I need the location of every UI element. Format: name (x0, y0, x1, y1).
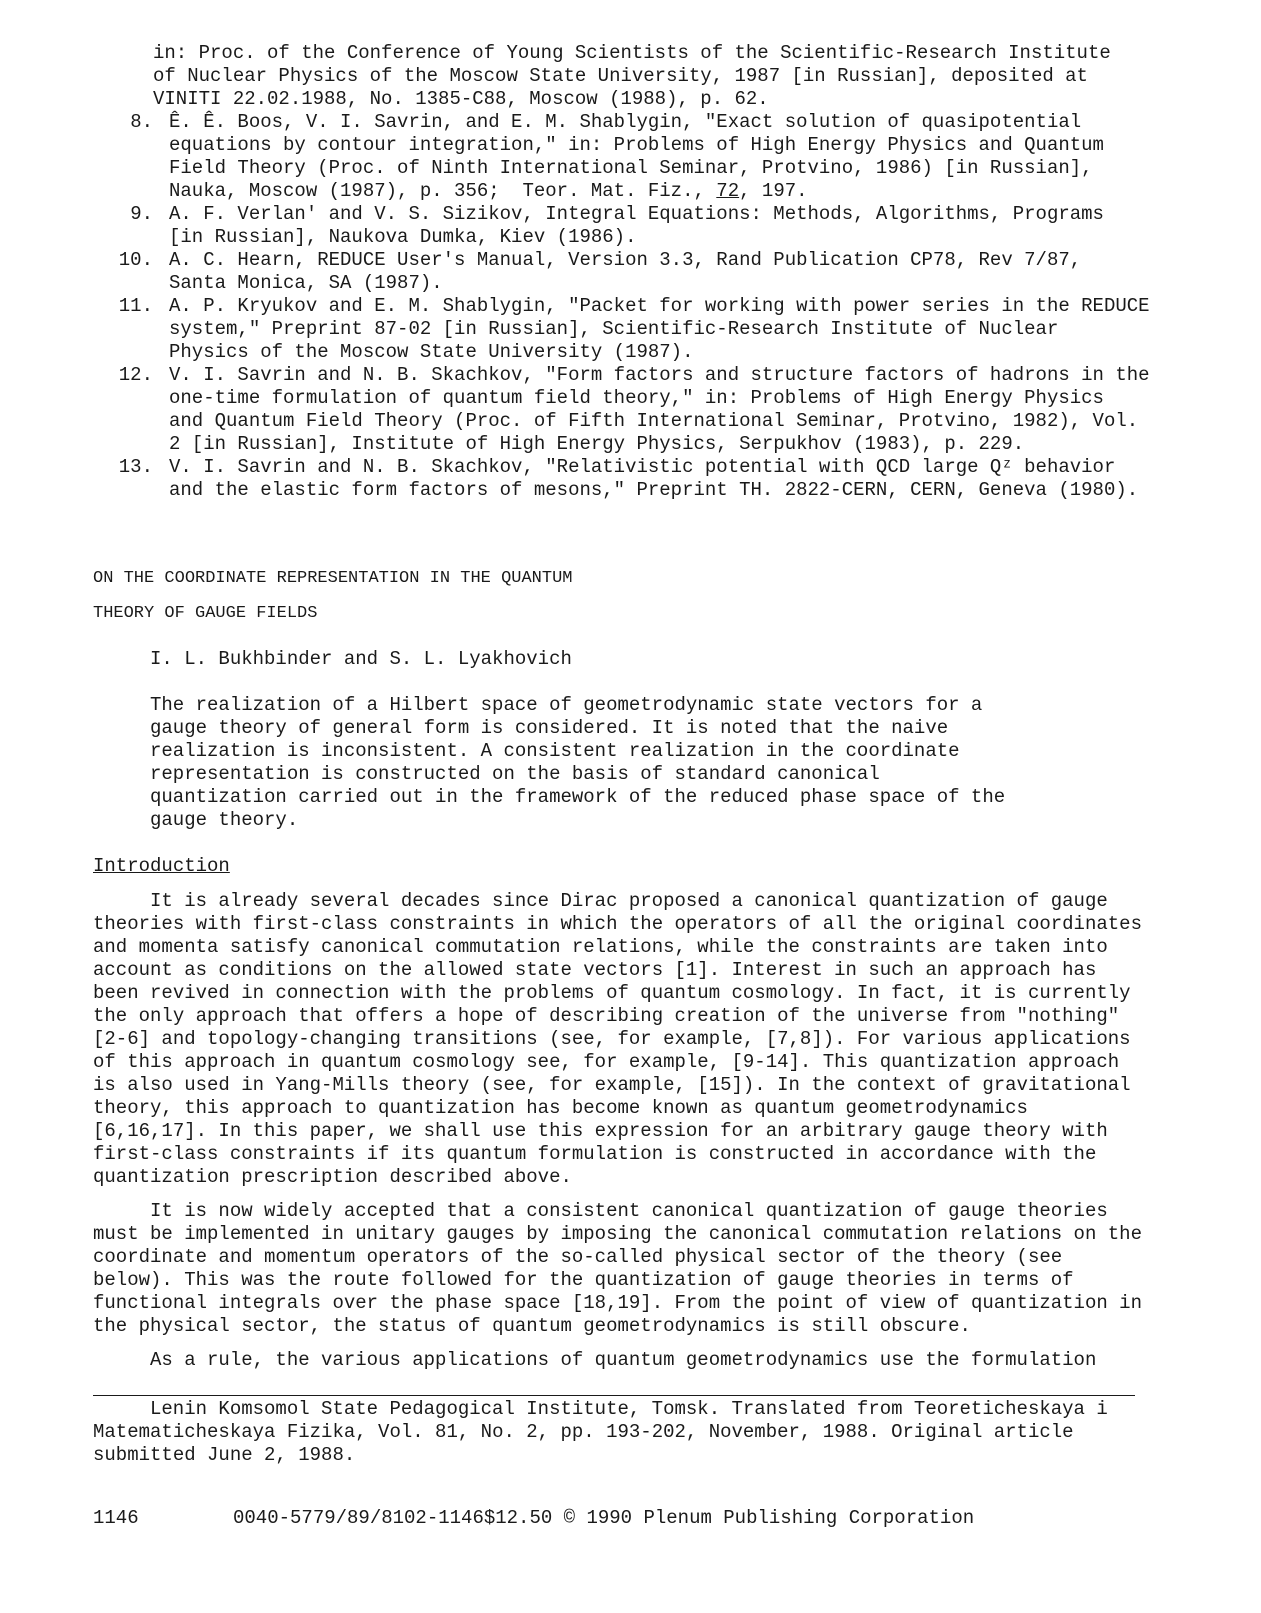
footnote (93, 1398, 1153, 1467)
reference-line: Ê. Ê. Boos, V. I. Savrin, and E. M. Shablygin, "Exact solution of quasipotential (169, 111, 1082, 133)
reference-number: 13. (118, 456, 153, 478)
reference-number: 10. (118, 249, 153, 271)
reference-line: one-time formulation of quantum field theory," in: Problems of High Energy Physics (169, 387, 1104, 409)
volume-number: 72 (716, 180, 740, 202)
article-title-line-2: THEORY OF GAUGE FIELDS (93, 604, 318, 623)
reference-item (93, 456, 1183, 502)
body-paragraph: It is now widely accepted that a consistent canonical quantization of gauge theories must be implemented in unitary gauges by imposing the canonical commutation relations on the coordinate and momentum operators of the so-called physical sector of the theory (see below). This was the route followed for the quantization of gauge theories in terms of functional integrals over the phase space [18,19]. From the point of view of quantization in the physical sector, the status of quantum geometrodynamics is still obscure. (93, 1200, 1142, 1337)
footnote-text: Lenin Komsomol State Pedagogical Institute, Tomsk. Translated from Teoreticheskaya i Matematicheskaya Fizika, Vol. 81, No. 2, pp. 193-202, November, 1988. Original article submitted June 2, 1988. (93, 1398, 1108, 1466)
reference-body (153, 111, 1183, 203)
abstract-text: The realization of a Hilbert space of geometrodynamic state vectors for a gauge theory of general form is considered. It is noted that the naive realization is inconsistent. A consistent realization in the coordinate representation is constructed on the basis of standard canonical quantization carried out in the framework of the reduced phase space of the gauge theory. (150, 694, 1006, 831)
reference-item (93, 364, 1183, 456)
reference-continuation (93, 42, 1183, 111)
reference-line: and Quantum Field Theory (Proc. of Fifth International Seminar, Protvino, 1982), Vol. (169, 410, 1139, 432)
reference-line: Physics of the Moscow State University (1987). (169, 341, 694, 363)
reference-number: 8. (130, 111, 153, 133)
reference-number: 12. (118, 364, 153, 386)
body-paragraph: As a rule, the various applications of quantum geometrodynamics use the formulation (150, 1349, 1097, 1371)
reference-line: system," Preprint 87-02 [in Russian], Scientific-Research Institute of Nuclear (169, 318, 1059, 340)
body-paragraph: It is already several decades since Dirac proposed a canonical quantization of gauge theories with first-class constraints in which the operators of all the original coordinates and momenta satisfy canonical commutation relations, while the constraints are taken into account as conditions on the allowed state vectors [1]. Interest in such an approach has been revived in connection with the problems of quantum cosmology. In fact, it is currently the only approach that offers a hope of describing creation of the universe from "nothing" [2-6] and topology-changing transitions (see, for example, [7,8]). For various applications of this approach in quantum cosmology see, for example, [9-14]. This quantization approach is also used in Yang-Mills theory (see, for example, [15]). In the context of gravitational theory, this approach to quantization has become known as quantum geometrodynamics [6,16,17]. In this paper, we shall use this expression for an arbitrary gauge theory with first-class constraints if its quantum formulation is constructed in accordance with the quantization prescription described above. (93, 890, 1142, 1188)
section-heading: Introduction (93, 855, 230, 877)
reference-line: and the elastic form factors of mesons," Preprint TH. 2822-CERN, CERN, Geneva (1980). (169, 479, 1139, 501)
reference-number: 9. (130, 203, 153, 225)
reference-item (93, 111, 1183, 203)
reference-line: A. C. Hearn, REDUCE User's Manual, Version 3.3, Rand Publication CP78, Rev 7/87, (169, 249, 1082, 271)
reference-number: 11. (118, 295, 153, 317)
reference-line: VINITI 22.02.1988, No. 1385-C88, Moscow (1988), p. 62. (153, 88, 769, 110)
reference-body (153, 364, 1183, 456)
reference-line: Santa Monica, SA (1987). (169, 272, 443, 294)
reference-item (93, 203, 1183, 249)
reference-line: equations by contour integration," in: Problems of High Energy Physics and Quantum (169, 134, 1104, 156)
reference-line: Field Theory (Proc. of Ninth International Seminar, Protvino, 1986) [in Russian], (169, 157, 1093, 179)
reference-body (153, 295, 1183, 364)
copyright-line: 0040-5779/89/8102-1146$12.50 © 1990 Plenum Publishing Corporation (233, 1507, 975, 1529)
reference-line: V. I. Savrin and N. B. Skachkov, "Relativistic potential with QCD large Qᶻ behavior (169, 456, 1116, 478)
reference-item (93, 249, 1183, 295)
reference-body (153, 203, 1183, 249)
reference-line: A. P. Kryukov and E. M. Shablygin, "Packet for working with power series in the REDUCE (169, 295, 1150, 317)
reference-line-tail: , 197. (739, 180, 808, 202)
article-title: ON THE COORDINATE REPRESENTATION IN THE QUANTUM (93, 569, 573, 588)
reference-list (93, 42, 1183, 502)
body-text (93, 890, 1153, 1383)
reference-line: [in Russian], Naukova Dumka, Kiev (1986). (169, 226, 637, 248)
footnote-divider (93, 1395, 1135, 1396)
reference-line: V. I. Savrin and N. B. Skachkov, "Form factors and structure factors of hadrons in the (169, 364, 1150, 386)
reference-line: of Nuclear Physics of the Moscow State University, 1987 [in Russian], deposited at (153, 65, 1088, 87)
reference-line: in: Proc. of the Conference of Young Scientists of the Scientific-Research Institute (153, 42, 1111, 64)
article-authors: I. L. Bukhbinder and S. L. Lyakhovich (150, 648, 572, 670)
reference-body (153, 456, 1183, 502)
reference-line-text: Nauka, Moscow (1987), p. 356; Teor. Mat. Fiz., (169, 180, 717, 202)
page-number: 1146 (93, 1507, 139, 1529)
reference-line: 2 [in Russian], Institute of High Energy Physics, Serpukhov (1983), p. 229. (169, 433, 1025, 455)
page-footer (93, 1507, 1153, 1530)
reference-item (93, 295, 1183, 364)
article-abstract (150, 694, 1010, 832)
reference-line: A. F. Verlan' and V. S. Sizikov, Integral Equations: Methods, Algorithms, Programs (169, 203, 1104, 225)
reference-body (153, 249, 1183, 295)
reference-line (169, 180, 1183, 203)
